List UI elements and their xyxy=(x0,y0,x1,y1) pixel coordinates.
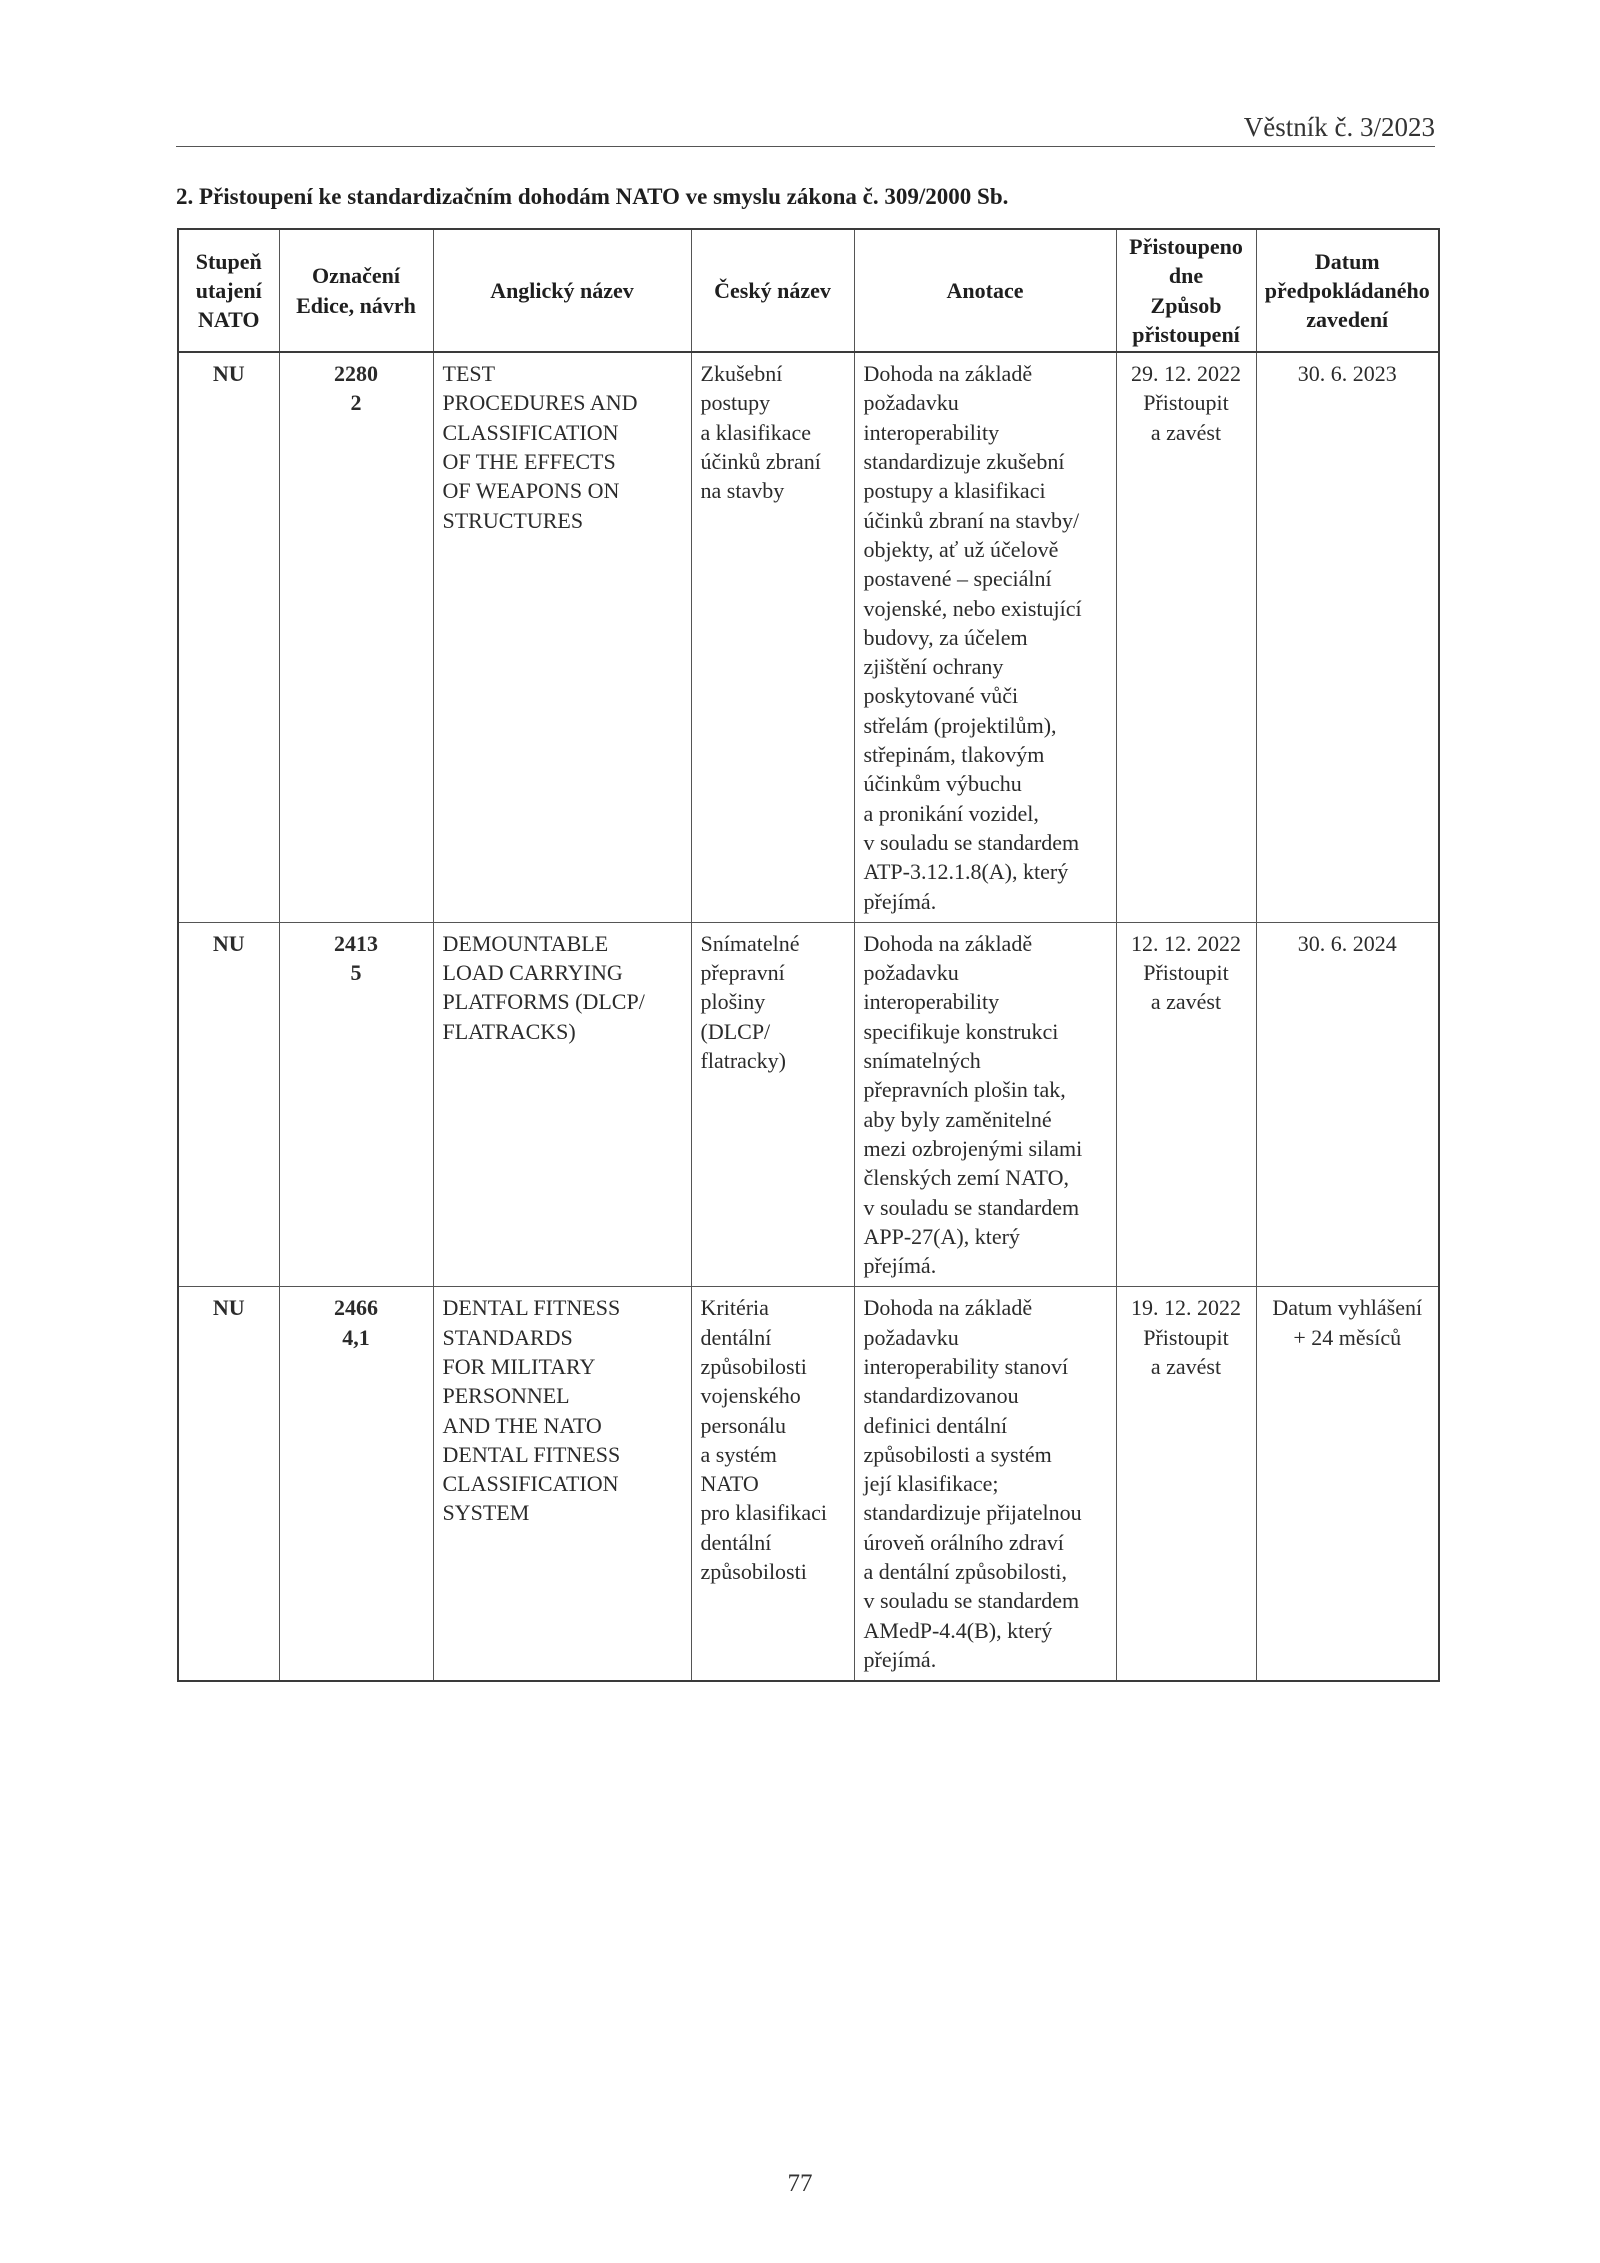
cell-implementation-date: Datum vyhlášení + 24 měsíců xyxy=(1256,1287,1439,1681)
col-header-czech-name: Český název xyxy=(691,229,854,352)
cell-annotation: Dohoda na základě požadavku interoperability standardizuje zkušební postupy a klasifikaci účinků zbraní na stavby/ objekty, ať už účelově postavené – speciální vojenské, nebo existující budovy, za účelem zjištění ochrany poskytované vůči střelám (projektilům), střepinám, tlakovým účinkům výbuchu a pronikání vozidel, v souladu se standardem ATP-3.12.1.8(A), který přejímá. xyxy=(854,352,1116,922)
col-header-code: Označení Edice, návrh xyxy=(279,229,433,352)
cell-annotation: Dohoda na základě požadavku interoperability stanoví standardizovanou definici dentální způsobilosti a systém její klasifikace; standardizuje přijatelnou úroveň orálního zdraví a dentální způsobilosti, v souladu se standardem AMedP-4.4(B), který přejímá. xyxy=(854,1287,1116,1681)
cell-czech-name: Snímatelné přepravní plošiny (DLCP/ flatracky) xyxy=(691,922,854,1287)
cell-implementation-date: 30. 6. 2024 xyxy=(1256,922,1439,1287)
standardization-table xyxy=(177,228,1440,1682)
cell-english-name: DENTAL FITNESS STANDARDS FOR MILITARY PERSONNEL AND THE NATO DENTAL FITNESS CLASSIFICATION SYSTEM xyxy=(433,1287,691,1681)
cell-english-name: DEMOUNTABLE LOAD CARRYING PLATFORMS (DLCP/ FLATRACKS) xyxy=(433,922,691,1287)
cell-accession: 12. 12. 2022 Přistoupit a zavést xyxy=(1116,922,1256,1287)
cell-classification: NU xyxy=(178,352,279,922)
cell-annotation: Dohoda na základě požadavku interoperability specifikuje konstrukci snímatelných přepravních plošin tak, aby byly zaměnitelné mezi ozbrojenými silami členských zemí NATO, v souladu se standardem APP-27(A), který přejímá. xyxy=(854,922,1116,1287)
page-number: 77 xyxy=(787,2170,813,2197)
col-header-classification: Stupeň utajení NATO xyxy=(178,229,279,352)
cell-implementation-date: 30. 6. 2023 xyxy=(1256,352,1439,922)
cell-czech-name: Zkušební postupy a klasifikace účinků zbraní na stavby xyxy=(691,352,854,922)
header-rule xyxy=(176,146,1435,147)
section-title: 2. Přistoupení ke standardizačním dohodám NATO ve smyslu zákona č. 309/2000 Sb. xyxy=(176,184,1009,209)
col-header-accession: Přistoupeno dne Způsob přistoupení xyxy=(1116,229,1256,352)
running-header: Věstník č. 3/2023 xyxy=(1243,112,1435,142)
table-row xyxy=(178,922,1439,1287)
col-header-english-name: Anglický název xyxy=(433,229,691,352)
table-row xyxy=(178,1287,1439,1681)
cell-classification: NU xyxy=(178,1287,279,1681)
col-header-annotation: Anotace xyxy=(854,229,1116,352)
cell-english-name: TEST PROCEDURES AND CLASSIFICATION OF THE EFFECTS OF WEAPONS ON STRUCTURES xyxy=(433,352,691,922)
cell-czech-name: Kritéria dentální způsobilosti vojenského personálu a systém NATO pro klasifikaci dentální způsobilosti xyxy=(691,1287,854,1681)
table-header-row xyxy=(178,229,1439,352)
cell-code: 2466 4,1 xyxy=(279,1287,433,1681)
cell-accession: 29. 12. 2022 Přistoupit a zavést xyxy=(1116,352,1256,922)
cell-code: 2413 5 xyxy=(279,922,433,1287)
cell-classification: NU xyxy=(178,922,279,1287)
cell-code: 2280 2 xyxy=(279,352,433,922)
cell-accession: 19. 12. 2022 Přistoupit a zavést xyxy=(1116,1287,1256,1681)
table-row xyxy=(178,352,1439,922)
col-header-implementation-date: Datum předpokládaného zavedení xyxy=(1256,229,1439,352)
